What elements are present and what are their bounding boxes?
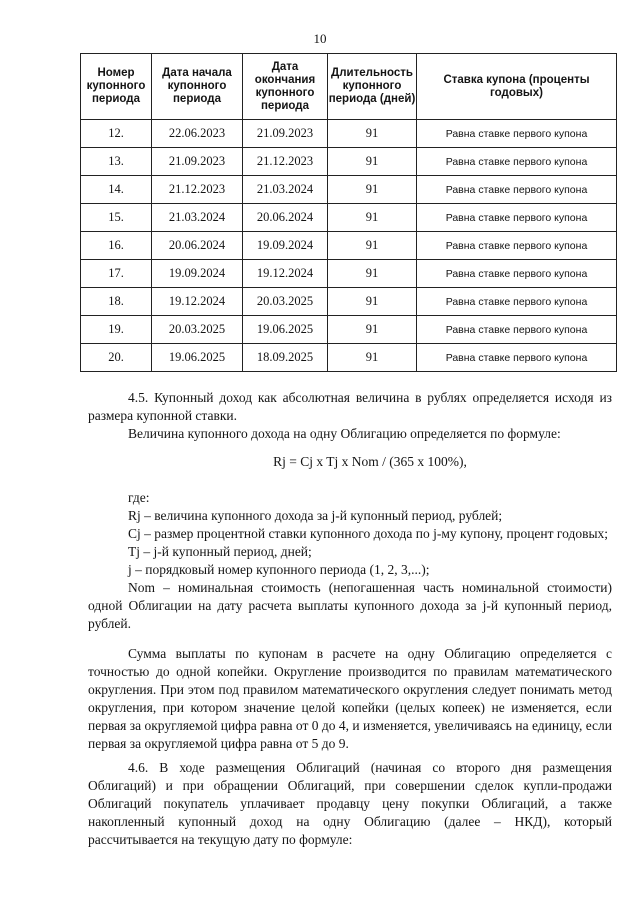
cell-start-date: 21.09.2023 [152,148,243,176]
cell-end-date: 18.09.2025 [243,344,328,372]
cell-period-number: 16. [81,232,152,260]
cell-period-number: 18. [81,288,152,316]
cell-period-number: 19. [81,316,152,344]
cell-coupon-rate: Равна ставке первого купона [417,316,617,344]
definition-tj: Tj – j-й купонный период, дней; [128,544,312,559]
cell-coupon-rate: Равна ставке первого купона [417,148,617,176]
cell-end-date: 19.09.2024 [243,232,328,260]
definition-nom: Nom – номинальная стоимость (непогашенная часть номинальной стоимости) одной Облигации на дату расчета выплаты купонного дохода за j-й купонный период, рублей. [88,580,612,631]
table-row [81,344,617,372]
cell-period-number: 14. [81,176,152,204]
cell-coupon-rate: Равна ставке первого купона [417,176,617,204]
header-start-date: Дата начала купонного периода [152,54,243,120]
cell-start-date: 21.03.2024 [152,204,243,232]
cell-end-date: 21.12.2023 [243,148,328,176]
cell-coupon-rate: Равна ставке первого купона [417,260,617,288]
header-coupon-rate: Ставка купона (проценты годовых) [417,54,617,120]
table-header-row [81,54,617,120]
cell-period-number: 20. [81,344,152,372]
cell-end-date: 19.12.2024 [243,260,328,288]
cell-end-date: 19.06.2025 [243,316,328,344]
cell-end-date: 20.06.2024 [243,204,328,232]
table-row [81,232,617,260]
table-row [81,120,617,148]
cell-start-date: 19.09.2024 [152,260,243,288]
cell-duration: 91 [328,232,417,260]
cell-coupon-rate: Равна ставке первого купона [417,120,617,148]
cell-end-date: 21.03.2024 [243,176,328,204]
cell-end-date: 21.09.2023 [243,120,328,148]
cell-duration: 91 [328,148,417,176]
cell-start-date: 20.03.2025 [152,316,243,344]
table-row [81,148,617,176]
page-number: 10 [313,31,327,46]
header-end-date: Дата окончания купонного периода [243,54,328,120]
cell-duration: 91 [328,176,417,204]
cell-duration: 91 [328,120,417,148]
document-body [88,389,612,849]
cell-duration: 91 [328,204,417,232]
cell-period-number: 17. [81,260,152,288]
cell-start-date: 19.06.2025 [152,344,243,372]
cell-start-date: 19.12.2024 [152,288,243,316]
cell-start-date: 22.06.2023 [152,120,243,148]
cell-coupon-rate: Равна ставке первого купона [417,232,617,260]
table-row [81,316,617,344]
paragraph-rounding: Сумма выплаты по купонам в расчете на одну Облигацию определяется с точностью до одной копейки. Округление производится по правилам математического округления. При этом под правилом математического округления следует понимать метод округления, при котором значение целой копейки (целых копеек) не изменяется, если первая за округляемой цифра равна от 0 до 4, и изменяется, увеличиваясь на единицу, если первая за округляемой цифра равна от 5 до 9. [88,646,612,751]
table-row [81,176,617,204]
cell-coupon-rate: Равна ставке первого купона [417,288,617,316]
cell-coupon-rate: Равна ставке первого купона [417,204,617,232]
paragraph-4-6: 4.6. В ходе размещения Облигаций (начиная со второго дня размещения Облигаций) и при обращении Облигаций, при совершении сделок купли-продажи Облигаций покупатель уплачивает продавцу цену покупки Облигаций, а также накопленный купонный доход на одну Облигацию (далее – НКД), который рассчитывается на текущую дату по формуле: [88,760,612,847]
cell-end-date: 20.03.2025 [243,288,328,316]
definition-rj: Rj – величина купонного дохода за j-й купонный период, рублей; [128,508,503,523]
cell-duration: 91 [328,288,417,316]
cell-duration: 91 [328,344,417,372]
header-period-number: Номер купонного периода [81,54,152,120]
coupon-formula: Rj = Cj x Tj x Nom / (365 x 100%), [273,454,467,469]
cell-period-number: 13. [81,148,152,176]
cell-period-number: 12. [81,120,152,148]
definition-j: j – порядковый номер купонного периода (1, 2, 3,...); [128,562,430,577]
cell-duration: 91 [328,260,417,288]
table-row [81,260,617,288]
cell-start-date: 21.12.2023 [152,176,243,204]
paragraph-4-5: 4.5. Купонный доход как абсолютная величина в рублях определяется исходя из размера купонной ставки. [88,390,612,423]
definition-cj: Cj – размер процентной ставки купонного дохода по j-му купону, процент годовых; [128,526,609,541]
cell-duration: 91 [328,316,417,344]
where-label: где: [128,490,150,505]
cell-start-date: 20.06.2024 [152,232,243,260]
coupon-schedule-table [80,53,617,372]
formula-intro: Величина купонного дохода на одну Облигацию определяется по формуле: [128,426,561,441]
cell-period-number: 15. [81,204,152,232]
header-duration: Длительность купонного периода (дней) [328,54,417,120]
table-row [81,288,617,316]
cell-coupon-rate: Равна ставке первого купона [417,344,617,372]
table-row [81,204,617,232]
